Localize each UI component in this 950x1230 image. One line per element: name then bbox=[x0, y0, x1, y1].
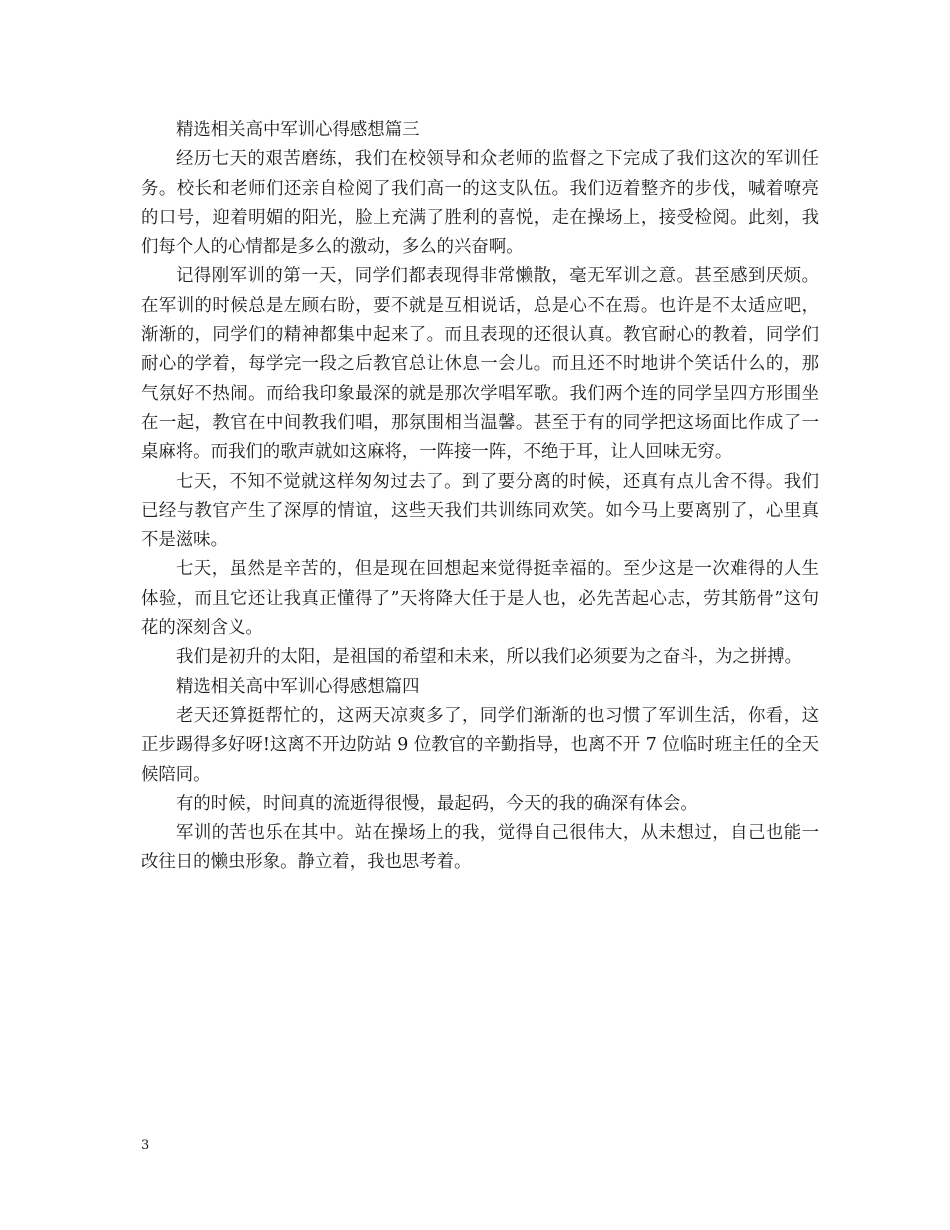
document-body bbox=[141, 116, 819, 878]
paragraph: 老天还算挺帮忙的，这两天凉爽多了，同学们渐渐的也习惯了军训生活，你看，这正步踢得多好呀!这离不开边防站 9 位教官的辛勤指导，也离不开 7 位临时班主任的全天候陪同。 bbox=[141, 705, 819, 785]
paragraph: 七天，不知不觉就这样匆匆过去了。到了要分离的时候，还真有点儿舍不得。我们已经与教官产生了深厚的情谊，这些天我们共训练同欢笑。如今马上要离别了，心里真不是滋味。 bbox=[141, 471, 819, 551]
section-heading-4: 精选相关高中军训心得感想篇四 bbox=[176, 676, 420, 697]
section-heading-3: 精选相关高中军训心得感想篇三 bbox=[176, 120, 420, 140]
paragraph: 七天，虽然是辛苦的，但是现在回想起来觉得挺幸福的。至少这是一次难得的人生体验，而且它还让我真正懂得了”天将降大任于是人也，必先苦起心志，劳其筋骨”这句花的深刻含义。 bbox=[141, 559, 819, 639]
paragraph: 记得刚军训的第一天，同学们都表现得非常懒散，毫无军训之意。甚至感到厌烦。在军训的时候总是左顾右盼，要不就是互相说话，总是心不在焉。也许是不太适应吧，渐渐的，同学们的精神都集中起来了。而且表现的还很认真。教官耐心的教着，同学们耐心的学着，每学完一段之后教官总让休息一会儿。而且还不时地讲个笑话什么的，那气氛好不热闹。而给我印象最深的就是那次学唱军歌。我们两个连的同学呈四方形围坐在一起，教官在中间教我们唱，那氛围相当温馨。甚至于有的同学把这场面比作成了一桌麻将。而我们的歌声就如这麻将，一阵接一阵，不绝于耳，让人回味无穷。 bbox=[141, 266, 819, 463]
paragraph: 我们是初升的太阳，是祖国的希望和未来，所以我们必须要为之奋斗，为之拼搏。 bbox=[176, 647, 803, 668]
page-number: 3 bbox=[141, 1138, 150, 1153]
paragraph: 有的时候，时间真的流逝得很慢，最起码，今天的我的确深有体会。 bbox=[176, 793, 698, 814]
paragraph: 经历七天的艰苦磨练，我们在校领导和众老师的监督之下完成了我们这次的军训任务。校长和老师们还亲自检阅了我们高一的这支队伍。我们迈着整齐的步伐，喊着嘹亮的口号，迎着明媚的阳光，脸上充满了胜利的喜悦，走在操场上，接受检阅。此刻，我们每个人的心情都是多么的激动，多么的兴奋啊。 bbox=[141, 149, 819, 258]
paragraph: 军训的苦也乐在其中。站在操场上的我，觉得自己很伟大，从未想过，自己也能一改往日的懒虫形象。静立着，我也思考着。 bbox=[141, 823, 819, 873]
